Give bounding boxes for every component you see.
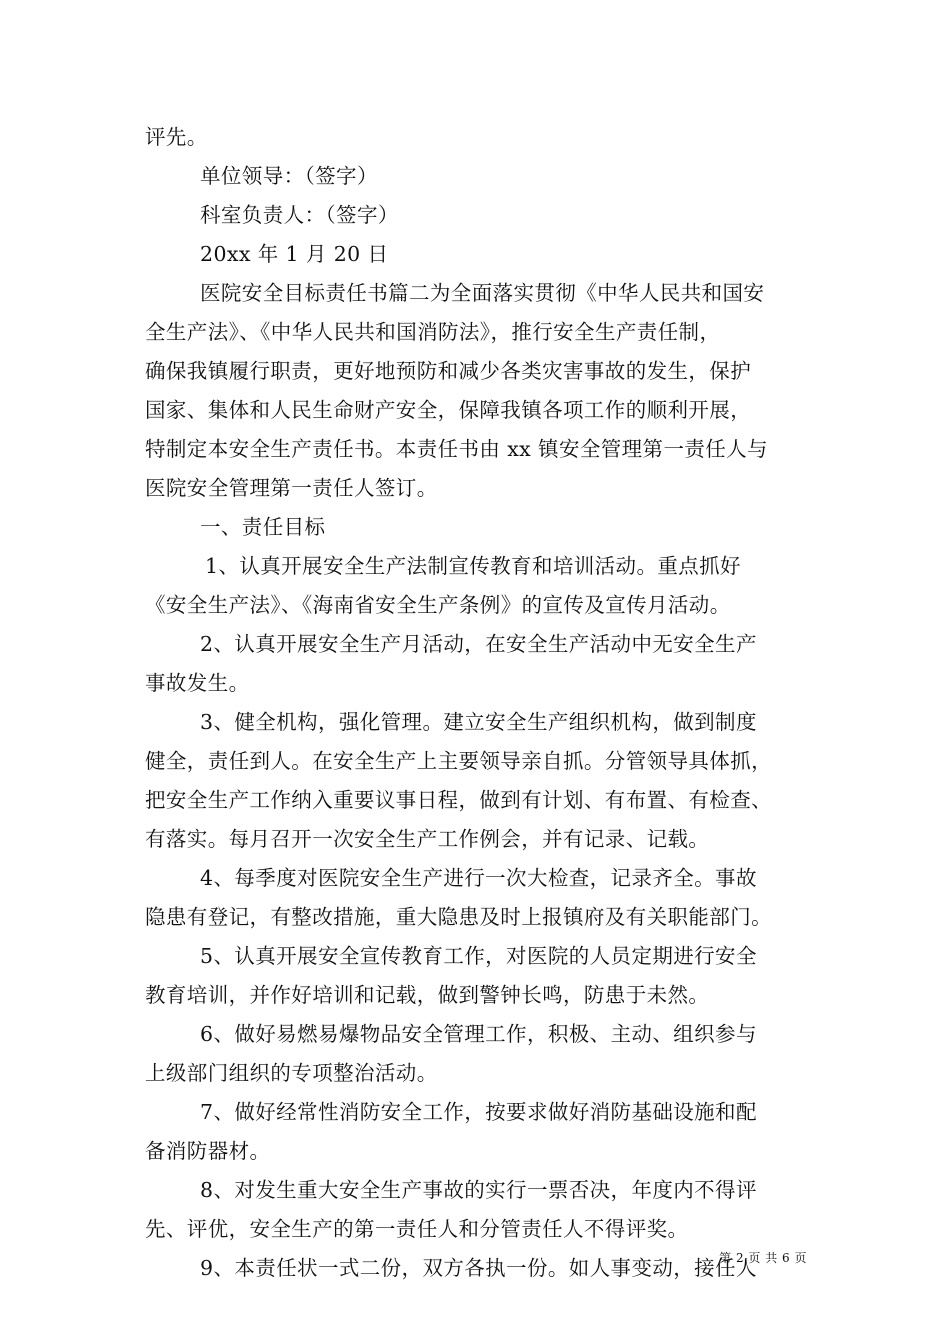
section-heading: 一、责任目标 — [200, 515, 326, 539]
paragraph-line: 确保我镇履行职责，更好地预防和减少各类灾害事故的发生，保护 — [145, 359, 752, 383]
paragraph-line: 国家、集体和人民生命财产安全，保障我镇各项工作的顺利开展， — [145, 398, 752, 422]
list-item: 2、认真开展安全生产月活动，在安全生产活动中无安全生产 — [200, 632, 757, 656]
list-item: 8、对发生重大安全生产事故的实行一票否决，年度内不得评 — [200, 1178, 757, 1202]
document-body — [145, 118, 805, 1288]
list-item: 4、每季度对医院安全生产进行一次大检查，记录齐全。事故 — [200, 866, 757, 890]
list-item-continued: 隐患有登记，有整改措施，重大隐患及时上报镇府及有关职能部门。 — [145, 905, 772, 929]
list-item-continued: 《安全生产法》、《海南省安全生产条例》的宣传及宣传月活动。 — [145, 593, 731, 617]
list-item-continued: 教育培训，并作好培训和记载，做到警钟长鸣，防患于未然。 — [145, 983, 710, 1007]
list-item: 5、认真开展安全宣传教育工作，对医院的人员定期进行安全 — [200, 944, 757, 968]
list-item-continued: 先、评优，安全生产的第一责任人和分管责任人不得评奖。 — [145, 1217, 689, 1241]
list-item: 3、健全机构，强化管理。建立安全生产组织机构，做到制度 — [200, 710, 757, 734]
paragraph-line: 医院安全管理第一责任人签订。 — [145, 476, 438, 500]
page-number: 第 2 页 共 6 页 — [719, 1251, 807, 1265]
signature-unit-leader: 单位领导：（签字） — [200, 164, 378, 188]
list-item-continued: 事故发生。 — [145, 671, 250, 695]
paragraph-line: 特制定本安全生产责任书。本责任书由 xx 镇安全管理第一责任人与 — [145, 437, 768, 461]
list-item-continued: 把安全生产工作纳入重要议事日程，做到有计划、有布置、有检查、 — [145, 788, 772, 812]
list-item-continued: 上级部门组织的专项整治活动。 — [145, 1061, 438, 1085]
list-item: 1、认真开展安全生产法制宣传教育和培训活动。重点抓好 — [205, 554, 741, 578]
list-item-continued: 有落实。每月召开一次安全生产工作例会，并有记录、记载。 — [145, 827, 710, 851]
paragraph-line: 医院安全目标责任书篇二为全面落实贯彻《中华人民共和国安 — [200, 281, 765, 305]
document-date: 20xx 年 1 月 20 日 — [200, 242, 389, 266]
text-line: 评先。 — [145, 125, 208, 149]
signature-department-head: 科室负责人：（签字） — [200, 203, 399, 227]
list-item-continued: 健全，责任到人。在安全生产上主要领导亲自抓。分管领导具体抓， — [145, 749, 772, 773]
list-item: 6、做好易燃易爆物品安全管理工作，积极、主动、组织参与 — [200, 1022, 757, 1046]
list-item: 7、做好经常性消防安全工作，按要求做好消防基础设施和配 — [200, 1100, 757, 1124]
list-item-continued: 备消防器材。 — [145, 1139, 271, 1163]
paragraph-line: 全生产法》、《中华人民共和国消防法》，推行安全生产责任制， — [145, 320, 721, 344]
list-item: 9、本责任状一式二份，双方各执一份。如人事变动，接任人 — [200, 1256, 757, 1280]
